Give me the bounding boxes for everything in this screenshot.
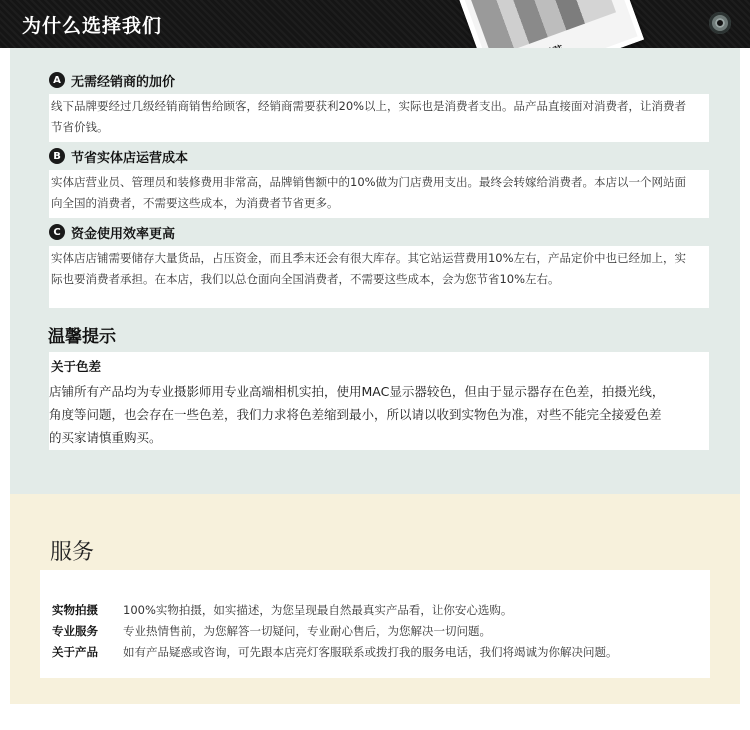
tips-line: 的买家请慎重购买。 [49, 430, 162, 445]
reason-body [49, 246, 709, 308]
reason-header [49, 70, 709, 90]
reason-line: 向全国的消费者，不需要这些成本，为消费者节省更多。 [51, 196, 339, 210]
tips-line: 店铺所有产品均为专业摄影师用专业高端相机实拍，使用MAC显示器较色，但由于显示器存在色差，拍摄光线， [49, 384, 665, 399]
service-label: 实物拍摄 [52, 603, 98, 617]
tips-box [49, 352, 709, 450]
ring-icon [709, 12, 731, 34]
header-bar [0, 0, 750, 48]
service-row [40, 621, 710, 641]
service-row [40, 642, 710, 662]
badge-c-icon: C [49, 224, 65, 240]
service-label: 专业服务 [52, 624, 98, 638]
tips-subtitle: 关于色差 [51, 359, 102, 374]
tips-line: 角度等问题，也会存在一些色差，我们力求将色差缩到最小，所以请以收到实物色为准，对些不能完全接爱色差 [49, 407, 662, 422]
reason-title: 节省实体店运营成本 [71, 150, 189, 166]
service-label: 关于产品 [52, 645, 98, 659]
reason-title: 无需经销商的加价 [71, 74, 176, 90]
service-box [40, 570, 710, 678]
reason-header [49, 146, 709, 166]
reason-line: 线下品牌要经过几级经销商销售给顾客，经销商需要获利20%以上，实际也是消费者支出。品产品直接面对消费者，让消费者 [51, 99, 687, 113]
reason-line: 际也要消费者承担。在本店，我们以总仓面向全国消费者，不需要这些成本，会为您节省10%左右。 [51, 272, 560, 286]
reason-line: 节省价钱。 [51, 120, 109, 134]
page-title: 为什么选择我们 [22, 15, 163, 37]
tips-heading: 温馨提示 [48, 327, 116, 347]
reason-line: 实体店店铺需要储存大量货品，占压资金，而且季末还会有很大库存。其它站运营费用10%左右，产品定价中也已经加上，实 [51, 251, 687, 265]
reason-a [49, 70, 709, 142]
reason-body [49, 170, 709, 218]
service-row [40, 600, 710, 620]
badge-a-icon: A [49, 72, 65, 88]
tips-text [49, 380, 709, 449]
reason-body [49, 94, 709, 142]
reason-b [49, 146, 709, 218]
reason-header [49, 222, 709, 242]
reason-title: 资金使用效率更高 [71, 226, 176, 242]
service-text: 100%实物拍摄，如实描述，为您呈现最自然最真实产品看，让你安心选购。 [123, 603, 513, 617]
service-heading: 服务 [50, 540, 95, 565]
service-text: 专业热情售前，为您解答一切疑问，专业耐心售后，为您解决一切问题。 [123, 624, 491, 638]
reason-line: 实体店营业员、管理员和装修费用非常高，品牌销售额中的10%做为门店费用支出。最终会转嫁给消费者。本店以一个网站面 [51, 175, 687, 189]
badge-b-icon: B [49, 148, 65, 164]
reason-c [49, 222, 709, 308]
service-text: 如有产品疑惑或咨询，可先跟本店亮灯客服联系或拨打我的服务电话，我们将竭诚为你解决问题。 [123, 645, 618, 659]
